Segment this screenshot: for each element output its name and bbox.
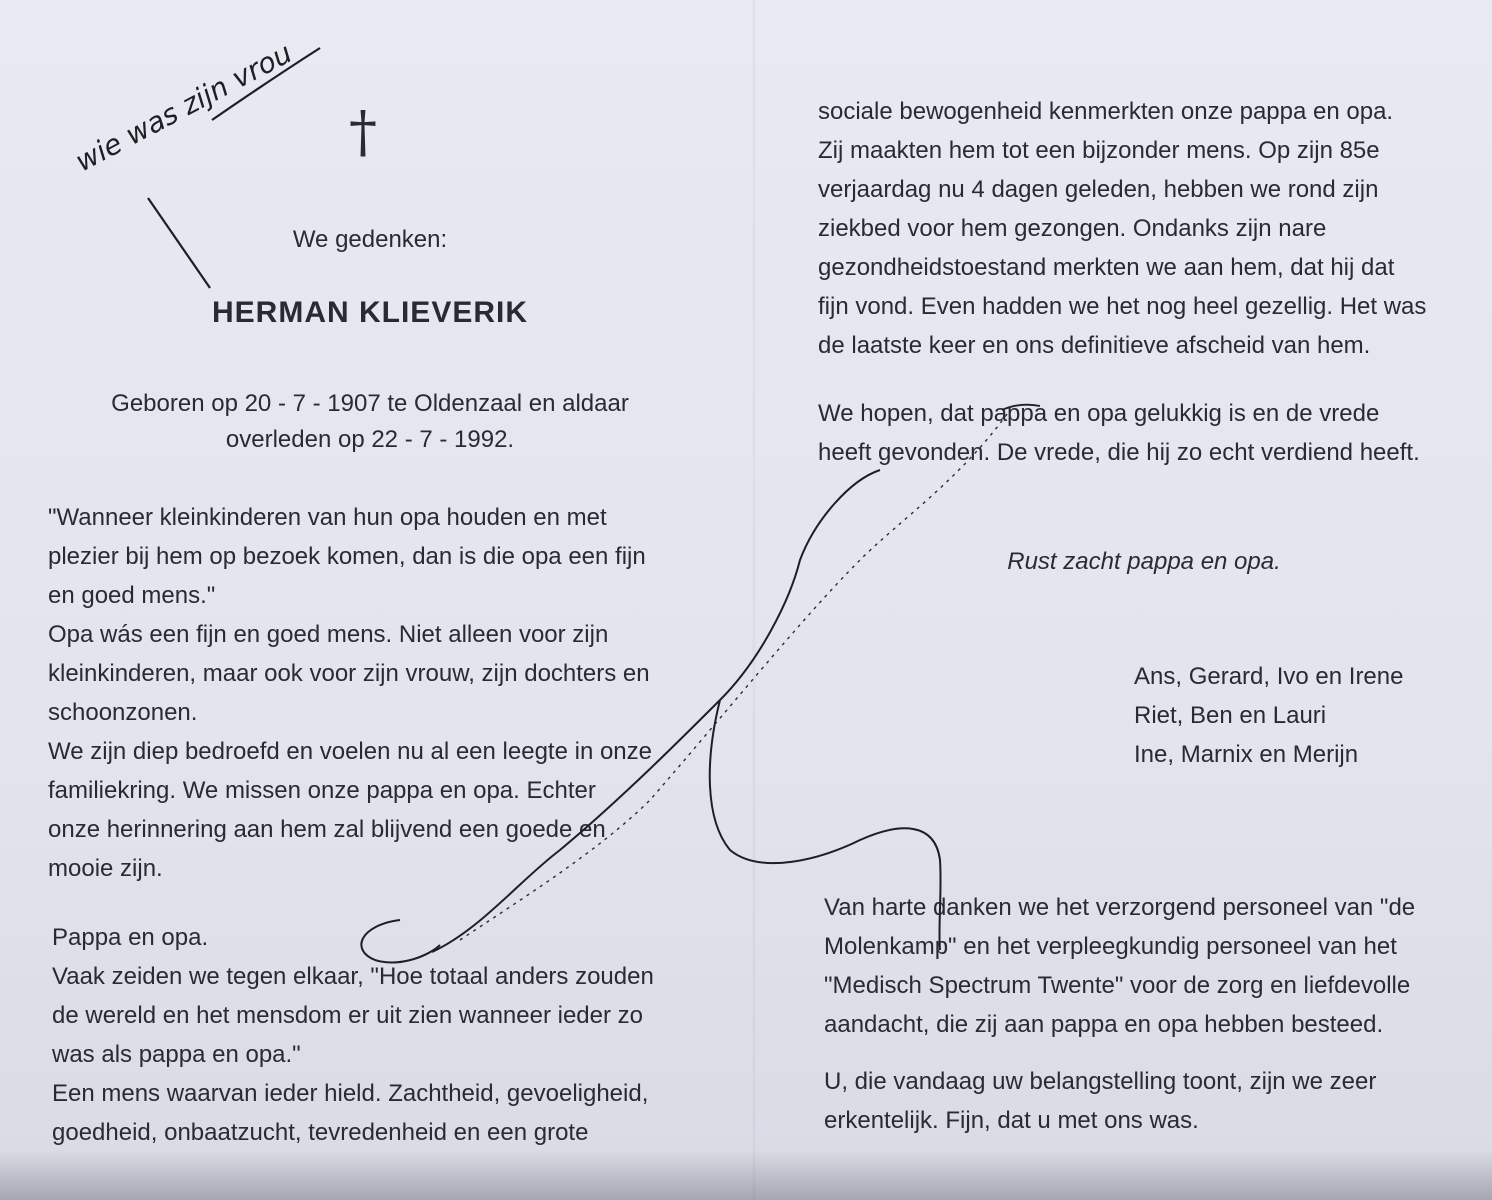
left-paragraph-3: We zijn diep bedroefd en voelen nu al een leegte in onze familiekring. We missen onze pappa en opa. Echter onze herinnering aan hem zal blijvend een goede en mooie zijn. [48, 738, 652, 882]
left-paragraph-6: Een mens waarvan ieder hield. Zachtheid, gevoeligheid, goedheid, onbaatzucht, tevredenheid en een grote [52, 1080, 649, 1146]
strike-stroke [1002, 405, 1040, 410]
small-loop-stroke [361, 920, 440, 962]
right-paragraph-1: sociale bewogenheid kenmerkten onze pappa en opa. Zij maakten hem tot een bijzonder mens. Op zijn 85e verjaardag nu 4 dagen geleden, hebben we rond zijn ziekbed voor hem gezongen. Ondanks zijn nare gezondheidstoestand merkten we aan hem, dat hij dat fijn vond. Even hadden we het nog heel gezellig. Het was de laatste keer en ons definitieve afscheid van hem. [818, 98, 1427, 359]
diagonal-stroke [148, 198, 210, 288]
right-paragraph-3: Van harte danken we het verzorgend personeel van "de Molenkamp" en het verpleegkundig personeel van het "Medisch Spectrum Twente" voor de zorg en liefdevolle aandacht, die zij aan pappa en opa hebben besteed. [824, 894, 1416, 1038]
signature-line-3: Ine, Marnix en Merijn [1134, 741, 1359, 768]
left-paragraph-1: "Wanneer kleinkinderen van hun opa houden en met plezier bij hem op bezoek komen, dan is die opa een fijn en goed mens." [48, 504, 646, 609]
left-paragraph-2: Opa wás een fijn en goed mens. Niet alleen voor zijn kleinkinderen, maar ook voor zijn vrouw, zijn dochters en schoonzonen. [48, 621, 650, 726]
born-line-1: Geboren op 20 - 7 - 1907 te Oldenzaal en aldaar [111, 390, 629, 417]
deceased-name: HERMAN KLIEVERIK [211, 296, 528, 329]
long-ink-curve [432, 470, 941, 952]
dashed-ink-trace [460, 410, 1010, 940]
left-paragraph-5: Vaak zeiden we tegen elkaar, "Hoe totaal anders zouden de wereld en het mensdom er uit zien wanneer ieder zo was als pappa en opa." [52, 963, 654, 1068]
right-paragraph-2: We hopen, dat pappa en opa gelukkig is en de vrede heeft gevonden. De vrede, die hij zo echt verdiend heeft. [818, 400, 1420, 466]
rust-zacht-line: Rust zacht pappa en opa. [1007, 548, 1281, 575]
right-paragraph-4: U, die vandaag uw belangstelling toont, zijn we zeer erkentelijk. Fijn, dat u met ons was. [824, 1068, 1377, 1134]
left-paragraph-4: Pappa en opa. [52, 924, 209, 951]
signature-line-2: Riet, Ben en Lauri [1134, 702, 1327, 729]
born-line-2: overleden op 22 - 7 - 1992. [225, 426, 515, 453]
cross-icon: † [349, 100, 377, 165]
signature-line-1: Ans, Gerard, Ivo en Irene [1134, 663, 1404, 690]
card-heading: We gedenken: [292, 226, 448, 253]
handwritten-note: wie was zijn vrou [69, 36, 298, 179]
